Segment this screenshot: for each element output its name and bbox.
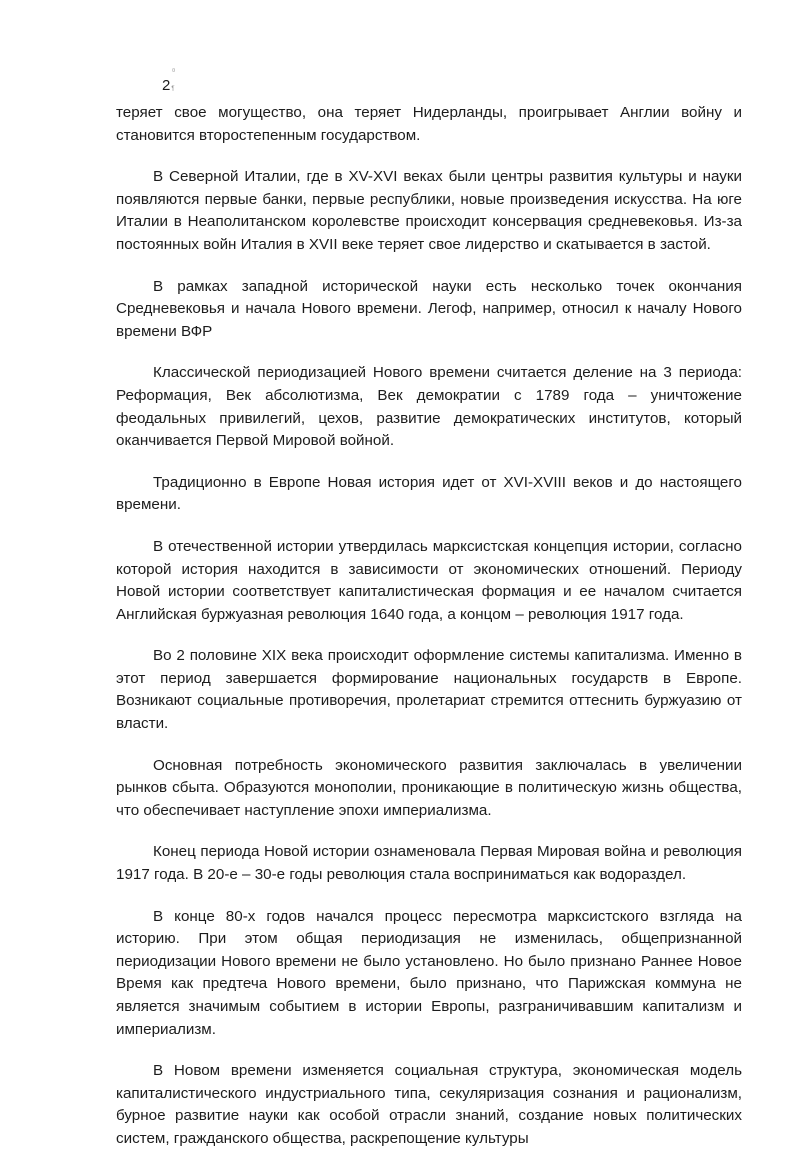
paragraph-marxist-concept: В отечественной истории утвердилась марксистская концепция истории, согласно которой история находится в зависимости от экономических отношений. Периоду Новой истории соответствует капиталистическая формация и ее началом считается Английская буржуазная революция 1640 года, а концом – революция 1917 года. — [116, 537, 742, 623]
document-body — [116, 102, 742, 1170]
paragraph-economic-development: Основная потребность экономического развития заключалась в увеличении рынков сбыта. Образуются монополии, проникающие в политическую жизнь общества, что обеспечивает наступление эпохи империализма. — [116, 756, 742, 819]
paragraph-europe-tradition: Традиционно в Европе Новая история идет от XVI-XVIII веков и до настоящего времени. — [116, 473, 742, 514]
paragraph-new-time-changes: В Новом времени изменяется социальная структура, экономическая модель капиталистического индустриального типа, секуляризация сознания и рационализм, бурное развитие науки как особой отрасли знаний, создание новых политических систем, гражданского общества, раскрепощение культуры — [116, 1062, 742, 1147]
paragraph-end-of-period: Конец периода Новой истории ознаменовала Первая Мировая война и революция 1917 года. В 20-е – 30-е годы революция стала восприниматься как водораздел. — [116, 843, 742, 884]
paragraph-mark: ¶ — [171, 86, 175, 92]
paragraph-revision: В конце 80-х годов начался процесс пересмотра марксистского взгляда на историю. При этом общая периодизация не изменилась, общепризнанной периодизации Нового времени не было установлено. Но было признано Раннее Новое Время как предтеча Нового времени, было признано, что Парижская коммуна не является значимым событием в истории Европы, разграничивавшим капитализм и империализм. — [116, 907, 742, 1038]
page-number-value: 2 — [162, 77, 171, 94]
page-number — [162, 76, 175, 99]
paragraph-capitalism-system: Во 2 половине XIX века происходит оформление системы капитализма. Именно в этот период завершается формирование национальных государств в Европе. Возникают социальные противоречия, пролетариат стремится оттеснить буржуазию от власти. — [116, 647, 742, 733]
paragraph-western-science: В рамках западной исторической науки есть несколько точек окончания Средневековья и начала Нового времени. Легоф, например, относил к началу Нового времени ВФР — [116, 277, 742, 340]
paragraph-continuation: теряет свое могущество, она теряет Нидерланды, проигрывает Англии войну и становится второстепенным государством. — [116, 104, 742, 144]
paragraph-northern-italy: В Северной Италии, где в XV-XVI веках были центры развития культуры и науки появляются первые банки, первые республики, новые произведения искусства. На юге Италии в Неаполитанском королевстве происходит консервация средневековья. Из-за постоянных войн Италия в XVII веке теряет свое лидерство и скатывается в застой. — [116, 168, 742, 253]
field-mark: ¤ — [172, 68, 176, 74]
paragraph-classic-periodization: Классической периодизацией Нового времени считается деление на 3 периода: Реформация, Век абсолютизма, Век демократии с 1789 года – уничтожение феодальных привилегий, цехов, развитие демократических институтов, который оканчивается Первой Мировой войной. — [116, 364, 742, 450]
